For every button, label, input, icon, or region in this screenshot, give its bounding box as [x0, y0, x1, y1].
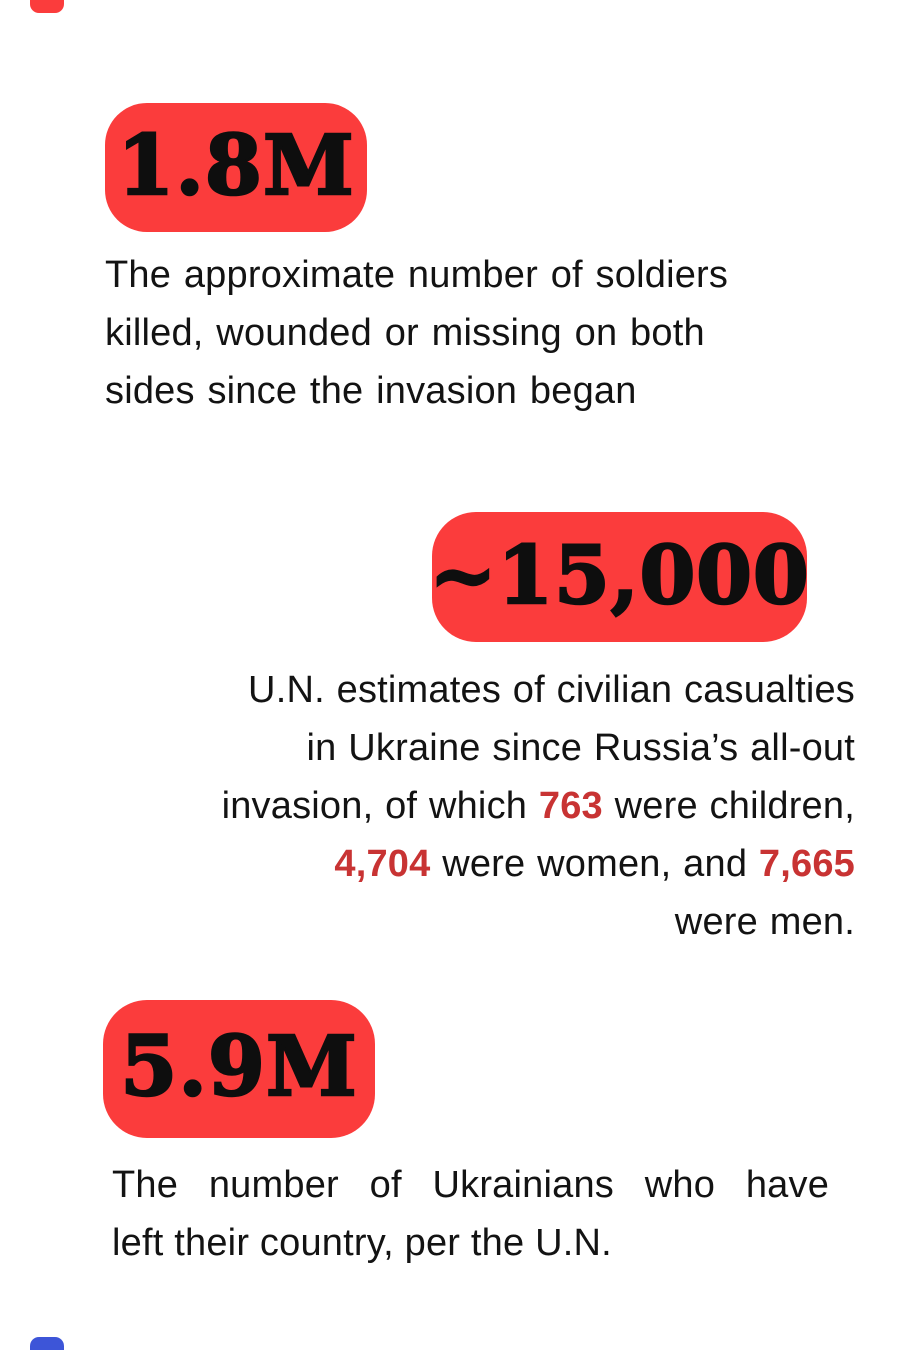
- description-line: killed, wounded or missing on both: [105, 312, 705, 354]
- description-line: The number of Ukrainians who have: [112, 1164, 830, 1206]
- highlight-women-count: 4,704: [334, 843, 431, 885]
- description-line: The approximate number of soldiers: [105, 254, 729, 296]
- stat-badge-refugees: [103, 1000, 375, 1138]
- stat-description-civilians: [222, 661, 855, 951]
- description-text: were women, and: [430, 843, 759, 885]
- description-line: [222, 777, 855, 835]
- stat-value-soldiers: 1.8M: [117, 117, 355, 214]
- highlight-men-count: 7,665: [758, 843, 855, 885]
- bottom-edge-marker: [30, 1337, 64, 1350]
- stat-value-refugees: 5.9M: [120, 1019, 358, 1115]
- description-line: in Ukraine since Russia’s all-out: [306, 727, 855, 769]
- description-line: left their country, per the U.N.: [112, 1222, 612, 1264]
- stat-badge-soldiers: [105, 103, 367, 232]
- highlight-children-count: 763: [538, 785, 603, 827]
- description-line: were men.: [674, 901, 855, 943]
- top-edge-marker: [30, 0, 64, 13]
- description-line: sides since the invasion began: [105, 370, 637, 412]
- description-text: invasion, of which: [221, 785, 539, 827]
- description-line: [222, 835, 855, 893]
- stat-description-soldiers: [105, 246, 728, 420]
- stat-description-refugees: [112, 1156, 829, 1272]
- description-text: were children,: [602, 785, 855, 827]
- stat-value-civilians: ~15,000: [429, 528, 810, 622]
- description-line: U.N. estimates of civilian casualties: [248, 669, 855, 711]
- stat-badge-civilians: [429, 512, 810, 642]
